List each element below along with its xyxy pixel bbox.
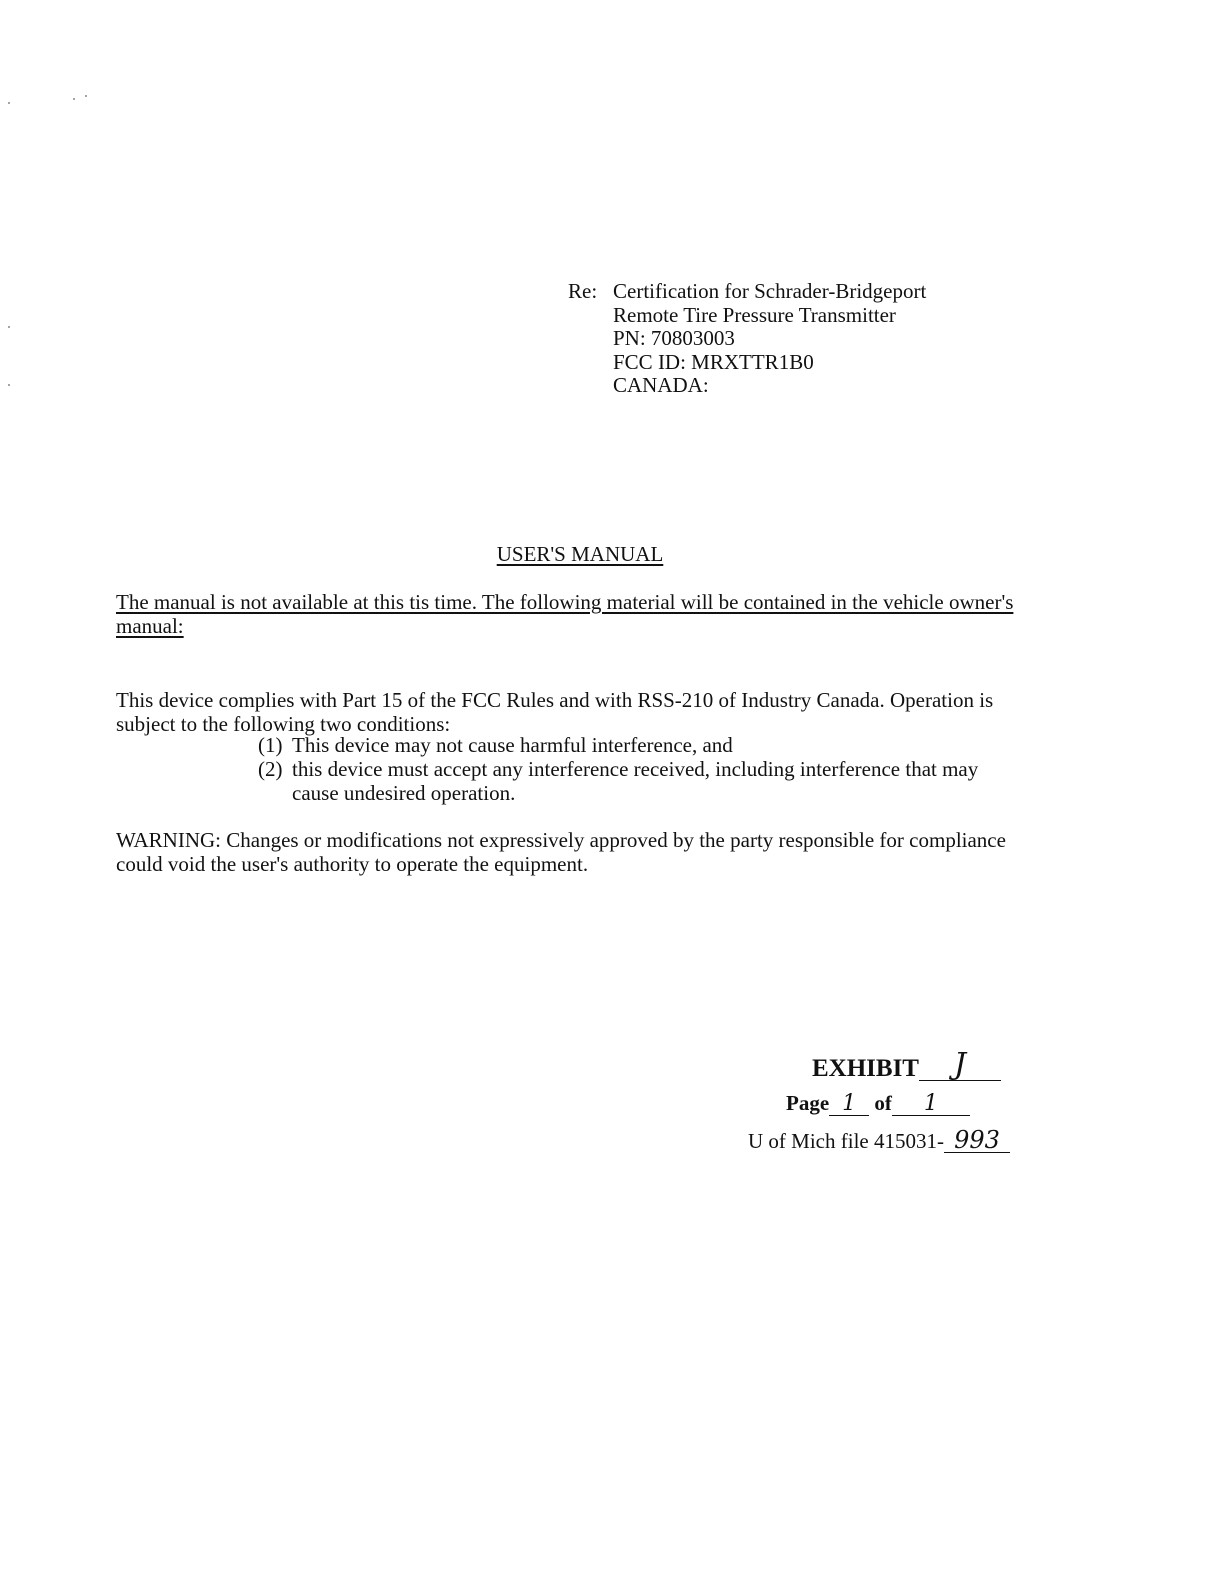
- page-label: Page: [786, 1091, 830, 1115]
- conditions-list: [258, 733, 998, 805]
- condition-item: [258, 757, 998, 805]
- file-reference: [748, 1128, 1010, 1154]
- re-line-part-number: PN: 70803003: [613, 326, 735, 350]
- file-handwritten-value: 993: [944, 1128, 1010, 1153]
- re-line-product: Remote Tire Pressure Transmitter: [613, 302, 896, 327]
- exhibit-page-count: [786, 1091, 970, 1116]
- condition-item: [258, 733, 998, 757]
- re-lines: [613, 280, 926, 398]
- re-line-certification: Certification for Schrader-Bridgeport: [613, 279, 927, 303]
- condition-text: this device must accept any interference received, including interference that may cause undesired operation.: [292, 757, 979, 805]
- compliance-paragraph: This device complies with Part 15 of the FCC Rules and with RSS-210 of Industry Canada. Operation is subject to the following two conditions:: [116, 688, 994, 736]
- scan-speck: [8, 384, 10, 386]
- intro-paragraph: The manual is not available at this tis time. The following material will be contained in the vehicle owner's manual:: [116, 590, 1014, 638]
- exhibit-label: [812, 1047, 1001, 1083]
- of-handwritten-value: 1: [892, 1093, 970, 1116]
- scan-speck: [73, 98, 75, 100]
- re-line-canada: CANADA:: [613, 373, 709, 397]
- condition-number: (2): [258, 757, 283, 781]
- re-line-fcc-id: FCC ID: MRXTTR1B0: [613, 349, 814, 374]
- page-title: USER'S MANUAL: [496, 542, 664, 566]
- scan-speck: [85, 95, 87, 97]
- file-label: U of Mich file 415031-: [748, 1129, 944, 1153]
- of-label: of: [874, 1091, 892, 1115]
- scan-speck: [8, 102, 10, 104]
- exhibit-handwritten-value: J: [919, 1050, 1001, 1081]
- page-handwritten-value: 1: [829, 1093, 869, 1116]
- re-label: Re:: [568, 279, 598, 303]
- warning-paragraph: WARNING: Changes or modifications not expressively approved by the party responsible for compliance could void the user's authority to operate the equipment.: [116, 828, 1006, 876]
- exhibit-title: EXHIBIT: [812, 1055, 919, 1082]
- condition-text: This device may not cause harmful interference, and: [292, 733, 733, 757]
- condition-number: (1): [258, 733, 283, 757]
- scan-speck: [8, 326, 10, 328]
